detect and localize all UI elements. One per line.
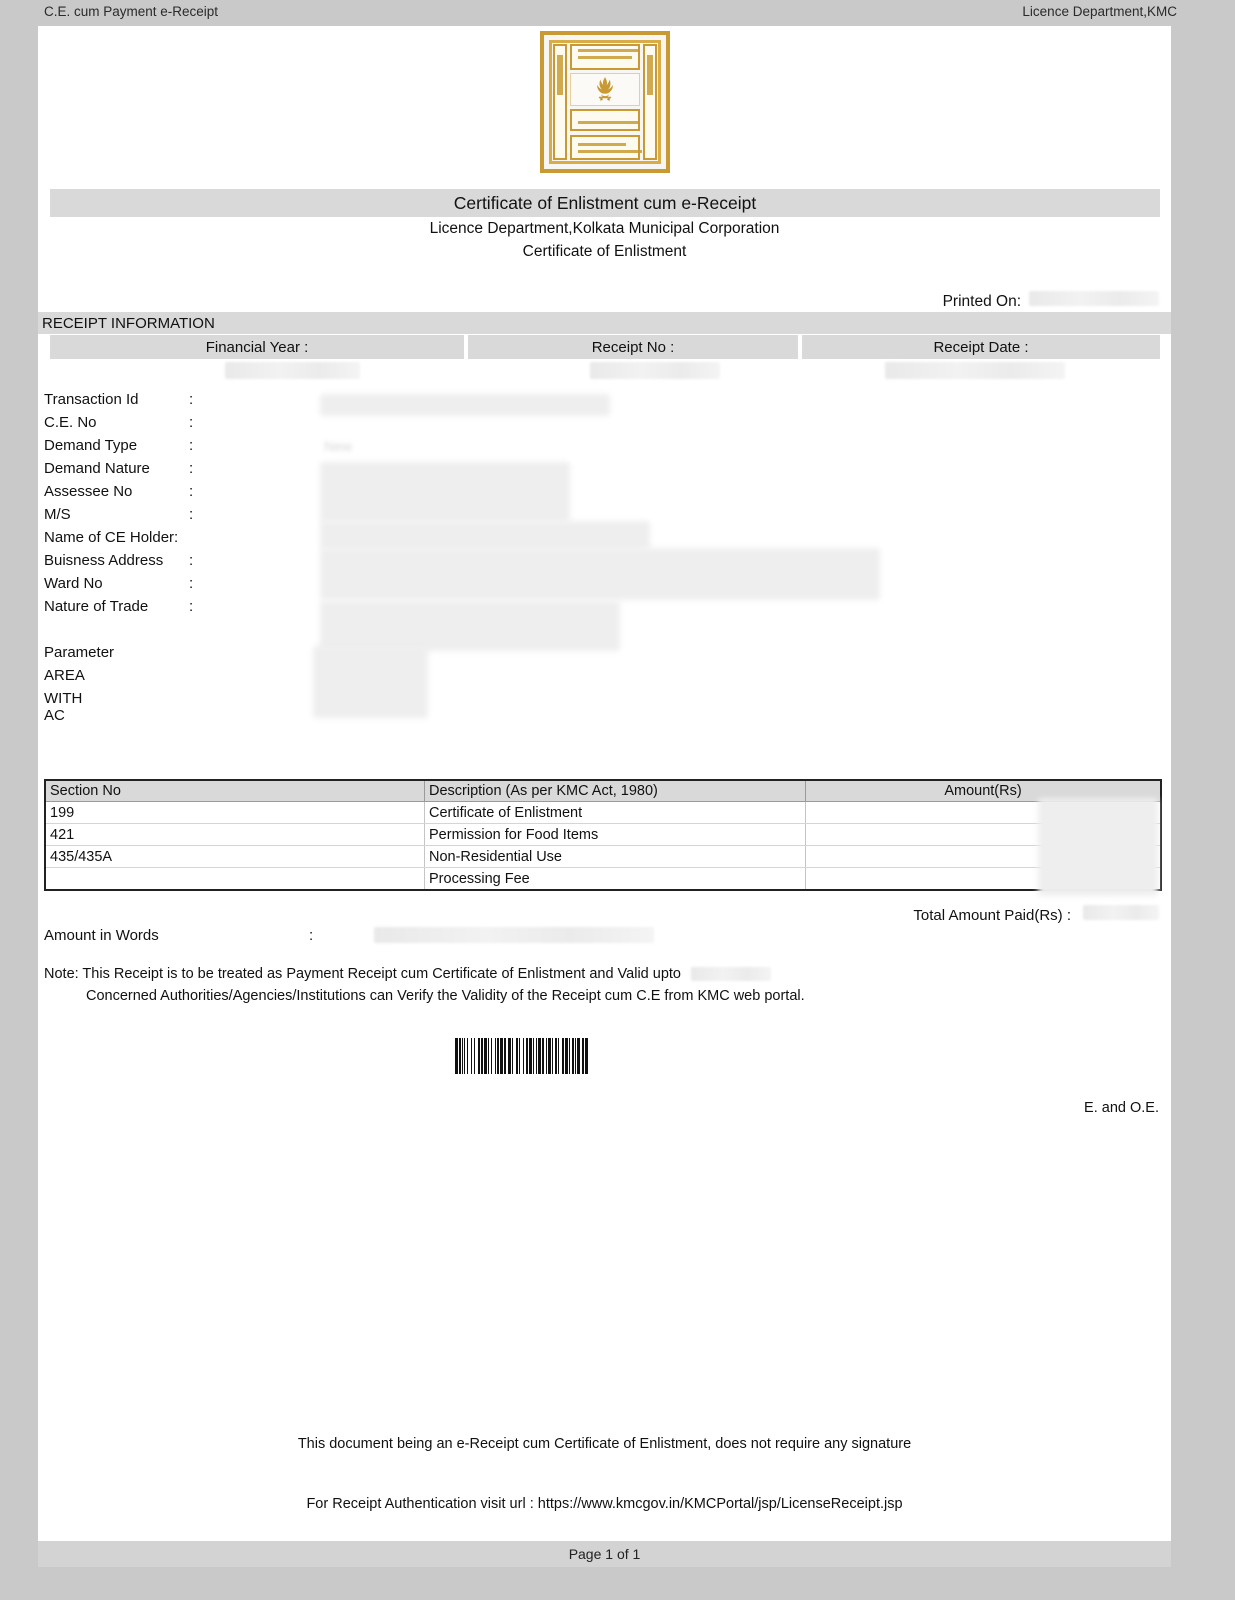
cell-description: Processing Fee [425, 868, 806, 890]
financial-year-value-redacted [225, 362, 360, 379]
document-title-band [50, 189, 1160, 217]
receipt-barcode [455, 1038, 605, 1074]
amount-in-words-label: Amount in Words [44, 927, 159, 944]
print-header-right-label: Licence Department,KMC [1022, 4, 1177, 19]
print-header-left-label: C.E. cum Payment e-Receipt [44, 4, 219, 19]
field-colon: : [189, 598, 194, 615]
amount-in-words-colon: : [309, 927, 314, 944]
cell-section-no: 199 [46, 802, 425, 824]
field-label: Demand Nature [44, 460, 150, 477]
logo-container [38, 31, 1171, 173]
charges-header-amount: Amount(Rs) [806, 781, 1161, 802]
kmc-emblem-icon [540, 31, 670, 173]
cell-section-no [46, 868, 425, 890]
errors-and-omissions-note: E. and O.E. [1084, 1100, 1159, 1116]
document-subtitle-2: Certificate of Enlistment [522, 243, 687, 260]
page-title: Certificate of Enlistment cum e-Receipt [453, 192, 757, 213]
field-colon: : [189, 506, 194, 523]
note-line-2-text: Concerned Authorities/Agencies/Institutions can Verify the Validity of the Receipt cum C.E from KMC web portal. [86, 988, 805, 1004]
total-amount-paid-value-redacted [1083, 905, 1159, 920]
parameter-label: Parameter [44, 644, 115, 661]
parameter-label: WITH AC [44, 690, 83, 724]
printed-on-value-redacted [1029, 291, 1159, 306]
field-colon: : [189, 460, 194, 477]
print-header [0, 0, 1235, 26]
table-row [46, 802, 1160, 824]
amount-column-redaction-block [1038, 798, 1158, 896]
receipt-information-heading [38, 312, 1171, 334]
field-colon: : [189, 552, 194, 569]
receipt-date-header [802, 335, 1160, 359]
field-label: Demand Type [44, 437, 138, 454]
receipt-no-value-redacted [590, 362, 720, 379]
field-label: Transaction Id [44, 391, 139, 408]
receipt-no-label: Receipt No : [591, 338, 675, 356]
field-colon: : [189, 414, 194, 431]
cell-description: Certificate of Enlistment [425, 802, 806, 824]
field-colon: : [189, 437, 194, 454]
charges-table-header-row [46, 781, 1160, 802]
authentication-note: For Receipt Authentication visit url : https://www.kmcgov.in/KMCPortal/jsp/LicenseReceipt.jsp [306, 1496, 903, 1512]
receipt-no-header [468, 335, 798, 359]
financial-year-header [50, 335, 464, 359]
field-row-demand-type [44, 437, 1164, 460]
cell-section-no: 421 [46, 824, 425, 846]
field-values-redaction-block [320, 548, 880, 600]
printed-on [943, 291, 1159, 311]
field-colon: : [189, 483, 194, 500]
note-line-1 [44, 966, 1154, 988]
field-label: Ward No [44, 575, 103, 592]
receipt-information-value-row [50, 362, 1160, 384]
field-label: Buisness Address [44, 552, 164, 569]
charges-header-section-no: Section No [46, 781, 425, 802]
printed-on-label: Printed On: [942, 293, 1021, 310]
financial-year-label: Financial Year : [205, 338, 309, 356]
charges-header-description: Description (As per KMC Act, 1980) [425, 781, 806, 802]
total-amount-paid-row [913, 905, 1159, 924]
field-row-assessee-no [44, 483, 1164, 506]
field-values-redaction-block [320, 394, 610, 416]
field-label: Nature of Trade [44, 598, 149, 615]
receipt-information-header-row [50, 335, 1160, 359]
field-label: Name of CE Holder: [44, 529, 179, 546]
document-subtitle-1: Licence Department,Kolkata Municipal Corporation [429, 220, 780, 237]
field-colon: : [189, 391, 194, 408]
receipt-information-heading-label: RECEIPT INFORMATION [42, 314, 215, 332]
field-label: Assessee No [44, 483, 133, 500]
note-block [44, 966, 1154, 1010]
parameter-values-redaction-block [313, 646, 428, 718]
cell-section-no: 435/435A [46, 846, 425, 868]
table-row [46, 846, 1160, 868]
field-values-redaction-block [320, 462, 570, 522]
charges-table [44, 779, 1162, 891]
field-values-redaction-block [320, 601, 620, 651]
field-label: M/S [44, 506, 71, 523]
page-indicator-bar [38, 1541, 1171, 1567]
field-row-demand-nature [44, 460, 1164, 483]
cell-description: Non-Residential Use [425, 846, 806, 868]
table-row [46, 824, 1160, 846]
receipt-sheet [38, 26, 1171, 1567]
note-line-2 [44, 988, 1154, 1010]
field-value: New [324, 438, 353, 454]
note-line-1-text: Note: This Receipt is to be treated as Payment Receipt cum Certificate of Enlistment and Valid upto [44, 966, 681, 982]
total-amount-paid-label: Total Amount Paid(Rs) : [913, 907, 1071, 924]
note-valid-upto-value-redacted [691, 967, 771, 981]
receipt-date-value-redacted [885, 362, 1065, 379]
page-indicator-label: Page 1 of 1 [568, 1546, 641, 1562]
field-colon: : [189, 575, 194, 592]
table-row [46, 868, 1160, 890]
signature-note: This document being an e-Receipt cum Certificate of Enlistment, does not require any signature [297, 1436, 912, 1452]
amount-in-words-value-redacted [374, 927, 654, 943]
amount-in-words-row [44, 927, 1144, 949]
cell-description: Permission for Food Items [425, 824, 806, 846]
field-row-ce-no [44, 414, 1164, 437]
receipt-date-label: Receipt Date : [933, 338, 1029, 356]
field-label: C.E. No [44, 414, 97, 431]
field-values-redaction-block [320, 521, 650, 549]
parameter-label: AREA [44, 667, 85, 684]
